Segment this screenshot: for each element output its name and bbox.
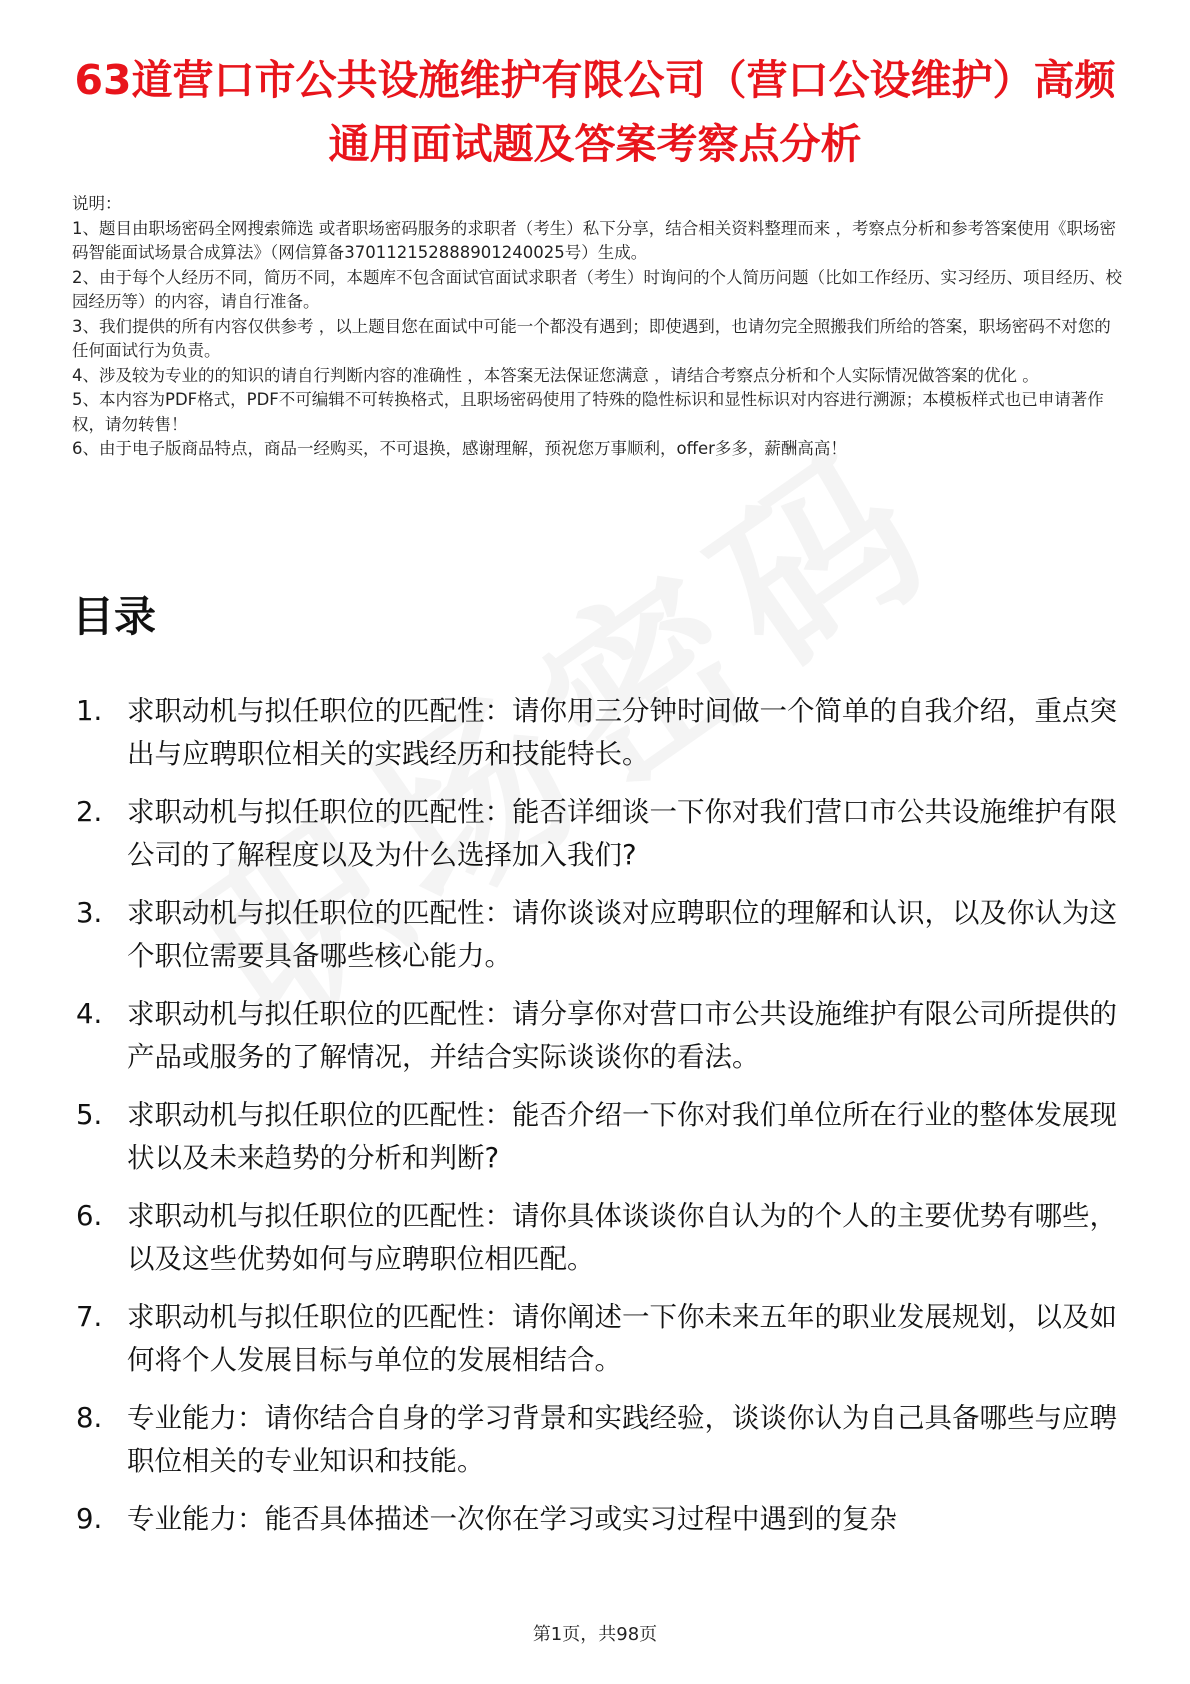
toc-item-number: 6.: [76, 1200, 103, 1232]
toc-item-number: 8.: [76, 1402, 103, 1434]
toc-item-number: 1.: [76, 695, 103, 727]
document-title: 63道营口市公共设施维护有限公司（营口公设维护）高频通用面试题及答案考察点分析: [74, 56, 1116, 168]
toc-item-number: 9.: [76, 1503, 103, 1535]
notes-heading: 说明：: [72, 194, 122, 213]
notes-item: 1、题目由职场密码全网搜索筛选 或者职场密码服务的求职者（考生）私下分享，结合相关资料整理而来 ，考察点分析和参考答案使用《职场密码智能面试场景合成算法》（网信算备370112152888901240025号）生成。: [72, 218, 1116, 262]
toc-item-text: 求职动机与拟任职位的匹配性：能否详细谈一下你对我们营口市公共设施维护有限公司的了解程度以及为什么选择加入我们?: [127, 796, 1117, 871]
toc-list: [72, 690, 1122, 1556]
toc-item[interactable]: [72, 993, 1122, 1079]
toc-heading: 目录: [72, 592, 157, 641]
toc-item-number: 5.: [76, 1099, 103, 1131]
toc-item-number: 2.: [76, 796, 103, 828]
toc-item[interactable]: [72, 1094, 1122, 1180]
toc-item[interactable]: [72, 791, 1122, 877]
toc-item-text: 求职动机与拟任职位的匹配性：请你阐述一下你未来五年的职业发展规划，以及如何将个人发展目标与单位的发展相结合。: [127, 1301, 1117, 1376]
notes-section: [72, 192, 1122, 462]
toc-item-text: 求职动机与拟任职位的匹配性：能否介绍一下你对我们单位所在行业的整体发展现状以及未来趋势的分析和判断?: [127, 1099, 1117, 1174]
toc-item-number: 4.: [76, 998, 103, 1030]
toc-item-number: 7.: [76, 1301, 103, 1333]
page-footer: 第1页，共98页: [532, 1624, 658, 1645]
notes-item: 6、由于电子版商品特点，商品一经购买，不可退换，感谢理解，预祝您万事顺利，offer多多，薪酬高高！: [72, 439, 847, 458]
notes-item: 2、由于每个人经历不同，简历不同，本题库不包含面试官面试求职者（考生）时询问的个人简历问题（比如工作经历、实习经历、项目经历、校园经历等）的内容，请自行准备。: [72, 267, 1122, 311]
toc-item-text: 专业能力：能否具体描述一次你在学习或实习过程中遇到的复杂: [127, 1503, 897, 1535]
toc-item-text: 求职动机与拟任职位的匹配性：请你用三分钟时间做一个简单的自我介绍，重点突出与应聘职位相关的实践经历和技能特长。: [127, 695, 1117, 770]
notes-item: 4、涉及较为专业的的知识的请自行判断内容的准确性 ，本答案无法保证您满意 ，请结合考察点分析和个人实际情况做答案的优化 。: [72, 365, 1039, 385]
notes-item: 3、我们提供的所有内容仅供参考 ，以上题目您在面试中可能一个都没有遇到；即使遇到，也请勿完全照搬我们所给的答案，职场密码不对您的任何面试行为负责。: [72, 316, 1111, 360]
toc-item[interactable]: [72, 1296, 1122, 1382]
toc-item[interactable]: [72, 690, 1122, 776]
toc-item-number: 3.: [76, 897, 103, 929]
toc-item[interactable]: [72, 1498, 1122, 1541]
toc-item-text: 求职动机与拟任职位的匹配性：请你谈谈对应聘职位的理解和认识，以及你认为这个职位需要具备哪些核心能力。: [127, 897, 1117, 972]
toc-item-text: 专业能力：请你结合自身的学习背景和实践经验，谈谈你认为自己具备哪些与应聘职位相关的专业知识和技能。: [127, 1402, 1117, 1477]
toc-item-text: 求职动机与拟任职位的匹配性：请你具体谈谈你自认为的个人的主要优势有哪些，以及这些优势如何与应聘职位相匹配。: [127, 1200, 1117, 1275]
notes-item: 5、本内容为PDF格式，PDF不可编辑不可转换格式，且职场密码使用了特殊的隐性标识和显性标识对内容进行溯源；本模板样式也已申请著作权，请勿转售！: [72, 390, 1104, 434]
toc-item-text: 求职动机与拟任职位的匹配性：请分享你对营口市公共设施维护有限公司所提供的产品或服务的了解情况，并结合实际谈谈你的看法。: [127, 998, 1117, 1073]
toc-item[interactable]: [72, 892, 1122, 978]
toc-item[interactable]: [72, 1195, 1122, 1281]
toc-item[interactable]: [72, 1397, 1122, 1483]
